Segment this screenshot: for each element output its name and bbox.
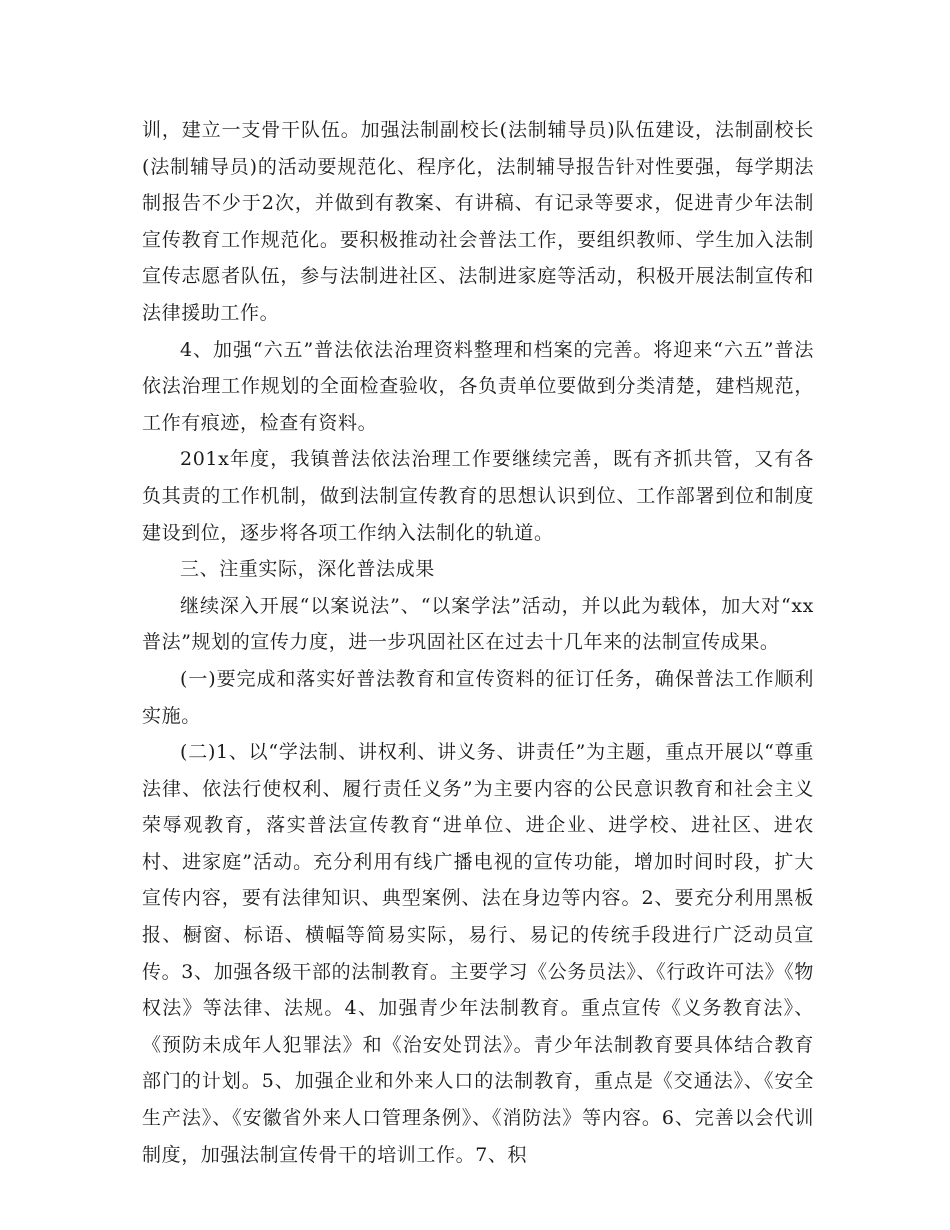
paragraph-3: 201x年度，我镇普法依法治理工作要继续完善，既有齐抓共管，又有各负其责的工作机制，做到法制宣传教育的思想认识到位、工作部署到位和制度建设到位，逐步将各项工作纳入法制化的轨道。 (142, 448, 814, 544)
paragraph-1: 训，建立一支骨干队伍。加强法制副校长(法制辅导员)队伍建设，法制副校长(法制辅导员)的活动要规范化、程序化，法制辅导报告针对性要强，每学期法制报告不少于2次，并做到有教案、有讲稿、有记录等要求，促进青少年法制宣传教育工作规范化。要积极推动社会普法工作，要组织教师、学生加入法制宣传志愿者队伍，参与法制进社区、法制进家庭等活动，积极开展法制宣传和法律援助工作。 (142, 119, 814, 324)
document-body (142, 112, 814, 1173)
paragraph-2: 4、加强“六五”普法依法治理资料整理和档案的完善。将迎来“六五”普法依法治理工作规划的全面检查验收，各负责单位要做到分类清楚，建档规范，工作有痕迹，检查有资料。 (142, 338, 814, 434)
paragraph-4: 继续深入开展“以案说法”、“以案学法”活动，并以此为载体，加大对“xx普法”规划的宣传力度，进一步巩固社区在过去十几年来的法制宣传成果。 (142, 594, 814, 654)
paragraph-6: (二)1、以“学法制、讲权利、讲义务、讲责任”为主题，重点开展以“尊重法律、依法行使权利、履行责任义务”为主要内容的公民意识教育和社会主义荣辱观教育，落实普法宣传教育“进单位、进企业、进学校、进社区、进农村、进家庭”活动。充分利用有线广播电视的宣传功能，增加时间时段，扩大宣传内容，要有法律知识、典型案例、法在身边等内容。2、要充分利用黑板报、橱窗、标语、横幅等简易实际，易行、易记的传统手段进行广泛动员宣传。3、加强各级干部的法制教育。主要学习《公务员法》、《行政许可法》《物权法》等法律、法规。4、加强青少年法制教育。重点宣传《义务教育法》、《预防未成年人犯罪法》和《治安处罚法》。青少年法制教育要具体结合教育部门的计划。5、加强企业和外来人口的法制教育，重点是《交通法》、《安全生产法》、《安徽省外来人口管理条例》、《消防法》等内容。6、完善以会代训制度，加强法制宣传骨干的培训工作。7、积 (142, 741, 814, 1166)
section-heading: 三、注重实际，深化普法成果 (180, 558, 435, 581)
paragraph-5: (一)要完成和落实好普法教育和宣传资料的征订任务，确保普法工作顺利实施。 (142, 667, 814, 727)
